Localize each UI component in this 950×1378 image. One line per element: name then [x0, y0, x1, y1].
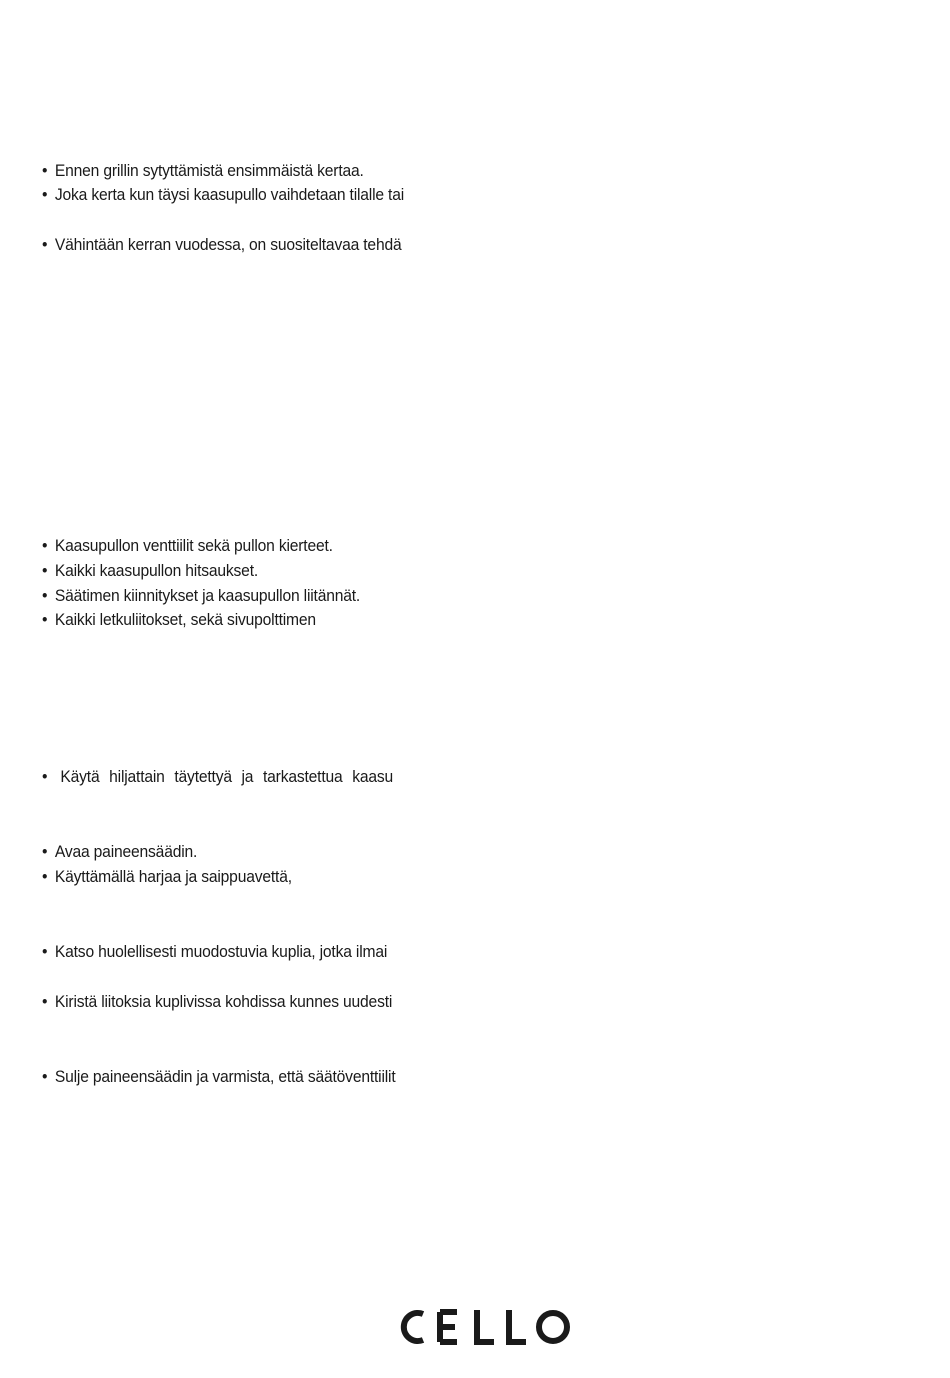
bullet-icon: •: [42, 235, 48, 254]
bullet-icon: •: [42, 842, 48, 861]
bullet-icon: •: [42, 586, 48, 605]
list-item: • Säätimen kiinnitykset ja kaasupullon liitännät.: [42, 586, 361, 605]
bullet-icon: •: [42, 767, 48, 786]
list-item: • Kaasupullon venttiilit sekä pullon kierteet.: [42, 536, 333, 555]
list-item: • Vähintään kerran vuodessa, on suositeltavaa tehdä: [42, 235, 402, 254]
bullet-icon: •: [42, 1067, 48, 1086]
bullet-icon: •: [42, 867, 48, 886]
list-item: • Käytä hiljattain täytettyä ja tarkastettua kaasu: [42, 767, 394, 786]
list-item: • Kiristä liitoksia kuplivissa kohdissa kunnes uudesti: [42, 992, 393, 1011]
bullet-icon: •: [42, 992, 48, 1011]
brand-logo: [395, 1302, 575, 1352]
bullet-icon: •: [42, 561, 48, 580]
list-item: • Joka kerta kun täysi kaasupullo vaihdetaan tilalle tai: [42, 185, 405, 204]
bullet-icon: •: [42, 161, 48, 180]
list-item: • Kaikki kaasupullon hitsaukset.: [42, 561, 259, 580]
bullet-icon: •: [42, 610, 48, 629]
list-item: • Avaa paineensäädin.: [42, 842, 198, 861]
cello-logo-icon: [395, 1302, 575, 1352]
bullet-icon: •: [42, 185, 48, 204]
bullet-icon: •: [42, 536, 48, 555]
list-item: • Käyttämällä harjaa ja saippuavettä,: [42, 867, 292, 886]
bullet-icon: •: [42, 942, 48, 961]
list-item: • Katso huolellisesti muodostuvia kuplia, jotka ilmai: [42, 942, 388, 961]
list-item: • Kaikki letkuliitokset, sekä sivupolttimen: [42, 610, 316, 629]
list-item: • Ennen grillin sytyttämistä ensimmäistä kertaa.: [42, 161, 364, 180]
list-item: • Sulje paineensäädin ja varmista, että säätöventtiilit: [42, 1067, 396, 1086]
